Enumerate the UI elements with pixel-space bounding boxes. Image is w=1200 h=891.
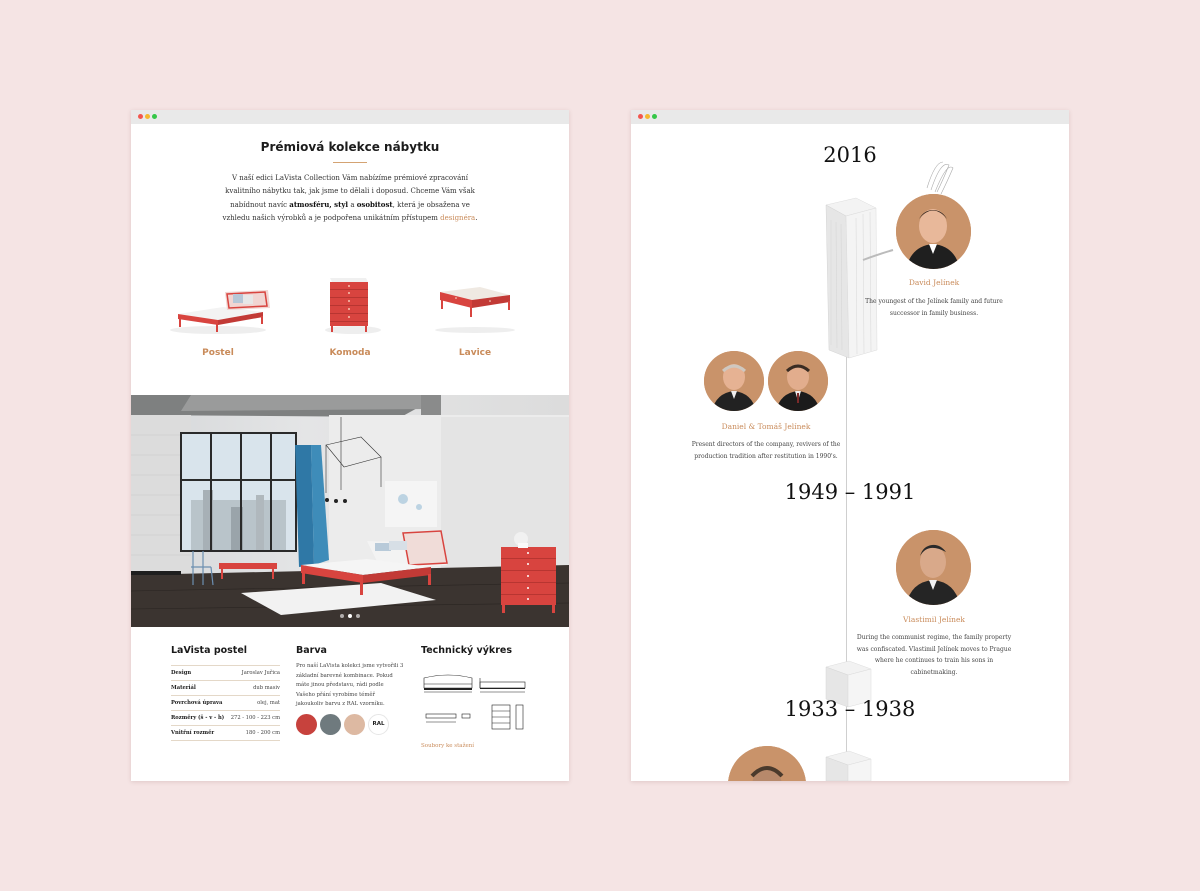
- product-card-lavice[interactable]: [420, 272, 530, 358]
- slider-dot[interactable]: [340, 614, 344, 618]
- timeline-year-2016: 2016: [823, 143, 877, 167]
- color-swatch-red[interactable]: [296, 714, 317, 735]
- intro-paragraph: [219, 172, 481, 225]
- slider-dot[interactable]: [356, 614, 360, 618]
- interior-photo-slider[interactable]: [131, 395, 569, 627]
- intro-bold-2: osobitost: [356, 200, 393, 209]
- slider-pager: [131, 603, 569, 622]
- minimize-dot-icon[interactable]: [645, 114, 650, 119]
- person-desc-daniel-tomas: Present directors of the company, revivers of the production tradition after restitution in 1990's.: [691, 441, 841, 460]
- color-title: Barva: [296, 645, 327, 656]
- spec-title: LaVista postel: [171, 645, 248, 656]
- spec-value: dub masiv: [253, 685, 280, 691]
- spec-row: [171, 665, 280, 680]
- person-name-vlastimil: Vlastimil Jelínek: [903, 615, 965, 624]
- product-card-komoda[interactable]: [295, 272, 405, 358]
- page-title: Prémiová kolekce nábytku: [260, 140, 440, 154]
- person-desc-vlastimil: During the communist regime, the family property was confiscated. Vlastimil Jelínek moves to Prague where he continues to train his sons in cabinetmaking.: [856, 634, 1012, 676]
- wood-sculpture-illustration: [631, 150, 1069, 410]
- avatar-vlastimil: [896, 530, 971, 605]
- intro-text-4: .: [475, 214, 478, 222]
- close-dot-icon[interactable]: [138, 114, 143, 119]
- spec-key: Vnitřní rozměr: [171, 730, 215, 736]
- spec-value: Jaroslav Juřica: [241, 670, 280, 676]
- maximize-dot-icon[interactable]: [652, 114, 657, 119]
- close-dot-icon[interactable]: [638, 114, 643, 119]
- spec-row: [171, 680, 280, 695]
- avatar-daniel: [704, 351, 764, 411]
- intro-text-3: , která je obsažena ve vzhledu našich výrobků a je podpořena unikátním přístupem: [222, 201, 470, 222]
- avatar-david: [896, 194, 971, 269]
- timeline-year-1949-1991: 1949 – 1991: [784, 480, 916, 504]
- spec-row: [171, 695, 280, 710]
- title-divider: [333, 162, 367, 163]
- spec-key: Rozměry (š - v - h): [171, 715, 225, 721]
- dresser-icon: [295, 272, 405, 342]
- spec-key: Materiál: [171, 685, 196, 691]
- bench-icon: [420, 272, 530, 342]
- person-name-daniel-tomas: Daniel & Tomáš Jelínek: [721, 422, 811, 431]
- product-name-lavice[interactable]: Lavice: [458, 348, 492, 358]
- intro-text-2: a: [348, 201, 357, 209]
- spec-value: olej, mat: [257, 700, 280, 706]
- maximize-dot-icon[interactable]: [152, 114, 157, 119]
- tech-drawing-title: Technický výkres: [421, 645, 513, 656]
- spec-row: [171, 710, 280, 725]
- slider-dot-active[interactable]: [348, 614, 352, 618]
- person-desc-david: The youngest of the Jelínek family and future successor in family business.: [865, 298, 1003, 317]
- tech-drawing-image[interactable]: [420, 670, 535, 736]
- product-name-postel[interactable]: Postel: [202, 348, 234, 358]
- spec-key: Povrchová úprava: [171, 700, 223, 706]
- intro-bold-1: atmosféru, styl: [289, 200, 349, 209]
- color-swatch-beige[interactable]: [344, 714, 365, 735]
- interior-photo: [131, 395, 569, 627]
- spec-value: 180 - 200 cm: [245, 730, 280, 736]
- color-swatch-ral[interactable]: RAL: [368, 714, 389, 735]
- spec-row: [171, 725, 280, 741]
- intro-text-1: V naší edici LaVista Collection Vám nabízíme prémiové zpracování kvalitního nábytku tak, jak jsme to dělali i doposud. Chceme Vám však nabídnout navíc: [225, 174, 475, 209]
- left-browser-window: [131, 110, 569, 781]
- window-titlebar: [131, 110, 569, 124]
- timeline-year-1933-1938: 1933 – 1938: [784, 697, 916, 721]
- person-name-david: David Jelínek: [908, 278, 960, 287]
- right-browser-window: [631, 110, 1069, 781]
- avatar-tomas: [768, 351, 828, 411]
- product-card-postel[interactable]: [163, 272, 273, 358]
- avatar-earlier-generation: [728, 746, 806, 781]
- color-description: Pro naší LaVista kolekci jsme vytvořili 3 základní barevné kombinace. Pokud máte jinou představu, rádi podle Vašeho přání vyrobíme téměř jakoukoliv barvu z RAL vzorníku.: [296, 663, 404, 707]
- spec-value: 272 - 100 - 223 cm: [230, 715, 280, 721]
- spec-table: [171, 665, 280, 741]
- designer-link[interactable]: designéra: [440, 214, 476, 222]
- product-name-komoda[interactable]: Komoda: [329, 348, 371, 358]
- spec-key: Design: [171, 670, 192, 676]
- download-files-link[interactable]: Soubory ke stažení: [421, 743, 475, 749]
- color-swatch-grey[interactable]: [320, 714, 341, 735]
- window-titlebar: [631, 110, 1069, 124]
- minimize-dot-icon[interactable]: [145, 114, 150, 119]
- bed-icon: [163, 272, 273, 342]
